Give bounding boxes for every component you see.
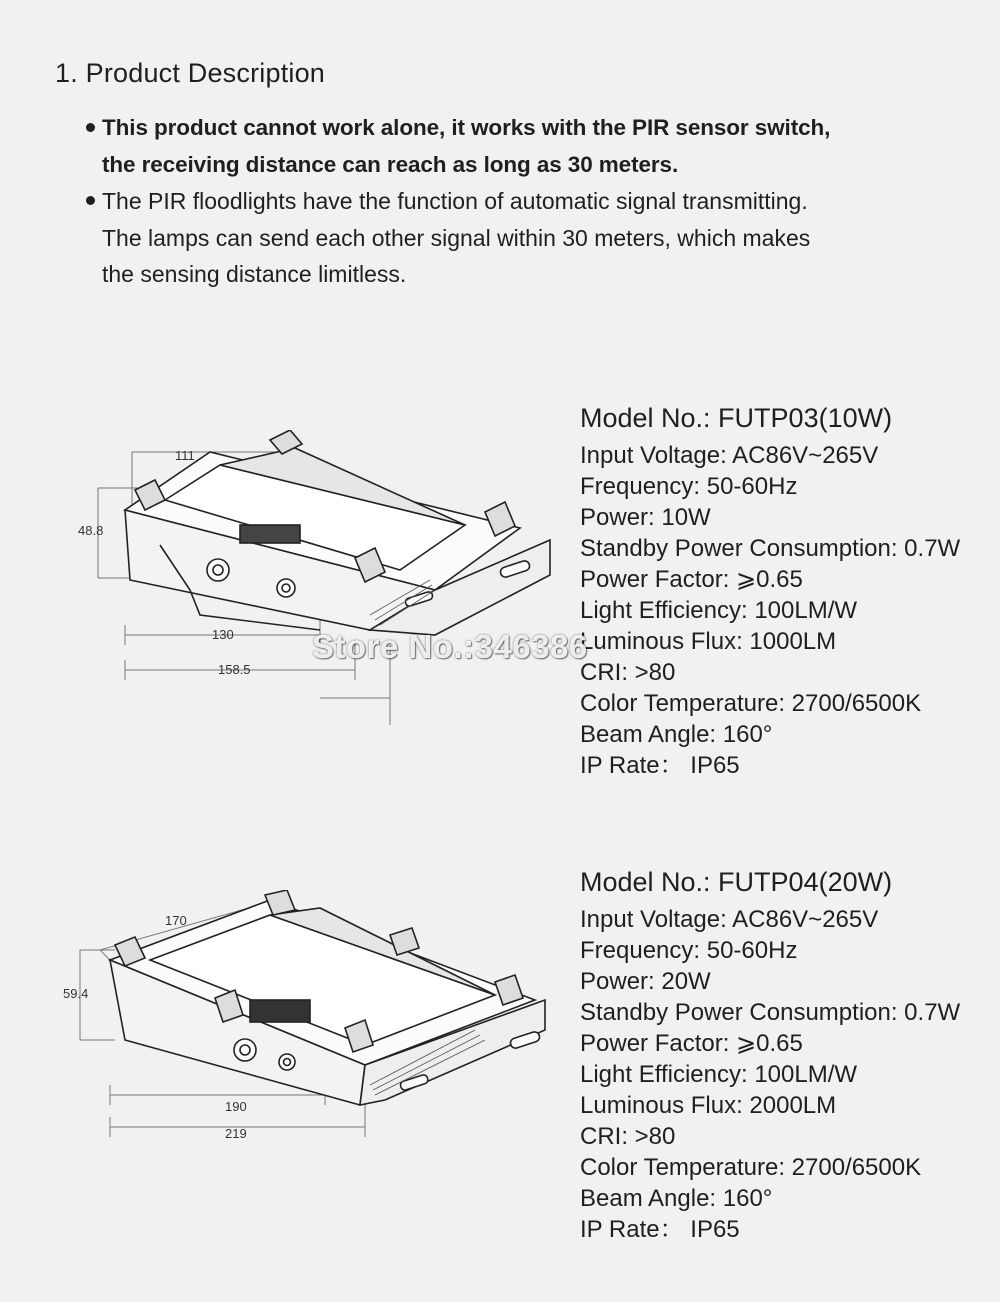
spec-line: CRI: >80 [580, 659, 676, 686]
dimension-label: 59.4 [63, 986, 89, 1001]
spec-line: Power: 20W [580, 968, 711, 995]
spec-line: Luminous Flux: 1000LM [580, 628, 837, 655]
spec-line: Beam Angle: 160° [580, 1185, 773, 1212]
spec-block-futp04 [580, 862, 960, 1245]
spec-line: Color Temperature: 2700/6500K [580, 1154, 922, 1181]
bullet-line: The PIR floodlights have the function of automatic signal transmitting. [102, 188, 808, 214]
bullet-line: the sensing distance limitless. [102, 261, 407, 287]
spec-line: Beam Angle: 160° [580, 721, 773, 748]
spec-line: IP Rate： IP65 [580, 752, 740, 779]
bullet-line: This product cannot work alone, it works with the PIR sensor switch, [102, 115, 831, 140]
bullet-line: The lamps can send each other signal within 30 meters, which makes [102, 224, 811, 251]
spec-line: Color Temperature: 2700/6500K [580, 690, 922, 717]
dimension-label: 170 [165, 913, 187, 928]
spec-block-futp03 [580, 398, 960, 781]
dimension-label: 158.5 [218, 662, 251, 677]
bullet-dot-icon [86, 196, 95, 205]
spec-line: Light Efficiency: 100LM/W [580, 597, 858, 624]
spec-line: Power Factor: ⩾0.65 [580, 566, 803, 593]
spec-line: CRI: >80 [580, 1123, 676, 1150]
section-title: 1. Product Description [55, 58, 326, 88]
spec-line: IP Rate： IP65 [580, 1216, 740, 1243]
spec-line: Light Efficiency: 100LM/W [580, 1061, 858, 1088]
dimension-label: 111 [175, 448, 195, 463]
model-number: Model No.: FUTP04(20W) [580, 867, 893, 897]
bullet-item [86, 110, 946, 183]
spec-line: Power Factor: ⩾0.65 [580, 1030, 803, 1057]
spec-line: Frequency: 50-60Hz [580, 937, 798, 964]
dimension-label: 48.8 [78, 523, 104, 538]
spec-line: Input Voltage: AC86V~265V [580, 442, 879, 469]
spec-line: Power: 10W [580, 504, 711, 531]
spec-line: Standby Power Consumption: 0.7W [580, 999, 961, 1026]
bullet-item [86, 183, 946, 293]
bullet-line: the receiving distance can reach as long as 30 meters. [102, 151, 679, 177]
spec-line: Input Voltage: AC86V~265V [580, 906, 879, 933]
floodlight-drawing-10w [70, 430, 570, 730]
description-bullets [86, 110, 946, 293]
bullet-dot-icon [86, 123, 95, 132]
dimension-label: 219 [225, 1126, 247, 1141]
store-watermark: Store No.:346386 [312, 628, 588, 665]
model-number: Model No.: FUTP03(10W) [580, 403, 893, 433]
spec-line: Luminous Flux: 2000LM [580, 1092, 837, 1119]
dimension-label: 130 [212, 627, 234, 642]
dimension-label: 190 [225, 1099, 247, 1114]
floodlight-drawing-20w [55, 890, 565, 1170]
spec-line: Frequency: 50-60Hz [580, 473, 798, 500]
spec-line: Standby Power Consumption: 0.7W [580, 535, 961, 562]
